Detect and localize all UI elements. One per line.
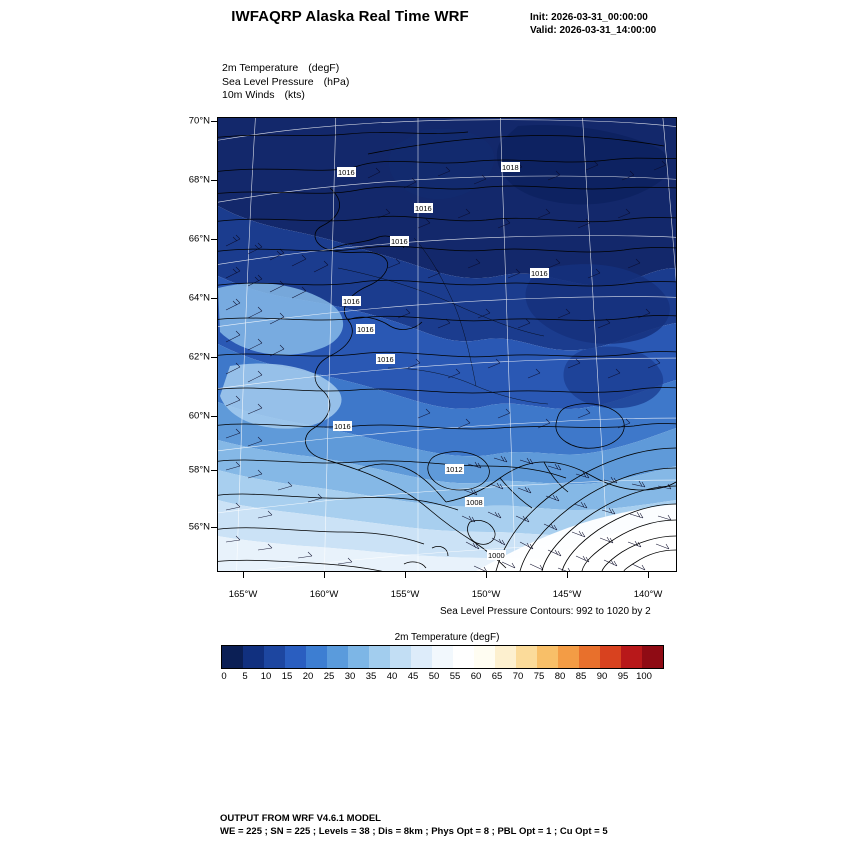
- colorbar-tick-35: 35: [365, 671, 377, 682]
- tick-lat-64: [211, 298, 217, 299]
- tick-lat-68: [211, 180, 217, 181]
- svg-text:1018: 1018: [502, 163, 519, 172]
- colorbar-swatch-15: [537, 646, 558, 668]
- colorbar-title: 2m Temperature (degF): [394, 632, 500, 643]
- field-winds-label: 10m Winds: [222, 89, 275, 101]
- colorbar-tick-100: 100: [636, 671, 652, 682]
- contour-label-1000: [487, 550, 506, 560]
- contour-note: Sea Level Pressure Contours: 992 to 1020 by 2: [440, 606, 651, 617]
- colorbar-tick-85: 85: [575, 671, 587, 682]
- lat-label-70N: 70°N: [188, 115, 210, 127]
- field-pressure: [222, 76, 349, 90]
- tick-lat-66: [211, 239, 217, 240]
- lat-label-58N: 58°N: [188, 464, 210, 476]
- colorbar-swatch-2: [264, 646, 285, 668]
- contour-label-1016-a: [337, 167, 356, 177]
- contour-label-1016-d: [530, 268, 549, 278]
- field-temperature: [222, 62, 349, 76]
- field-pressure-units: (hPa): [323, 75, 350, 88]
- temperature-fill-layer: [218, 118, 676, 571]
- colorbar-swatch-9: [411, 646, 432, 668]
- map-plot-area: [217, 117, 677, 572]
- lon-label-145W: 145°W: [552, 589, 582, 600]
- colorbar-tick-55: 55: [449, 671, 461, 682]
- footer-line-1: OUTPUT FROM WRF V4.6.1 MODEL: [220, 813, 381, 824]
- lon-label-150W: 150°W: [471, 589, 501, 600]
- colorbar-tick-labels: [221, 671, 683, 685]
- contour-label-1012: [445, 464, 464, 474]
- field-temperature-label: 2m Temperature: [222, 62, 299, 74]
- svg-text:1000: 1000: [488, 551, 505, 560]
- lat-label-68N: 68°N: [188, 174, 210, 186]
- contour-label-1018-a: [501, 162, 520, 172]
- page-title: IWFAQRP Alaska Real Time WRF: [231, 8, 469, 25]
- init-time: Init: 2026-03-31_00:00:00: [530, 12, 648, 23]
- colorbar-swatch-17: [579, 646, 600, 668]
- lat-label-64N: 64°N: [188, 292, 210, 304]
- svg-text:1008: 1008: [466, 498, 483, 507]
- tick-lat-56: [211, 527, 217, 528]
- field-winds-units: (kts): [284, 89, 305, 101]
- colorbar-swatch-20: [642, 646, 663, 668]
- colorbar-tick-30: 30: [344, 671, 356, 682]
- lon-label-140W: 140°W: [633, 589, 663, 600]
- init-valid-block: [530, 11, 656, 37]
- field-list: [222, 62, 349, 103]
- tick-lon-160: [324, 572, 325, 578]
- tick-lon-140: [648, 572, 649, 578]
- svg-text:1016: 1016: [391, 237, 408, 246]
- tick-lat-60: [211, 416, 217, 417]
- tick-lon-165: [243, 572, 244, 578]
- tick-lat-62: [211, 357, 217, 358]
- svg-text:1016: 1016: [334, 422, 351, 431]
- tick-lon-150: [486, 572, 487, 578]
- colorbar-swatch-8: [390, 646, 411, 668]
- contour-label-1016-e: [342, 296, 361, 306]
- colorbar-swatch-0: [222, 646, 243, 668]
- colorbar-tick-40: 40: [386, 671, 398, 682]
- lat-label-60N: 60°N: [188, 410, 210, 422]
- lat-label-56N: 56°N: [188, 521, 210, 533]
- lon-label-165W: 165°W: [228, 589, 258, 600]
- colorbar-tick-90: 90: [596, 671, 608, 682]
- colorbar-swatch-3: [285, 646, 306, 668]
- colorbar-tick-15: 15: [281, 671, 293, 682]
- colorbar-swatch-11: [453, 646, 474, 668]
- field-temperature-units: (degF): [308, 62, 340, 74]
- colorbar-tick-20: 20: [302, 671, 314, 682]
- colorbar-swatch-19: [621, 646, 642, 668]
- colorbar-tick-25: 25: [323, 671, 335, 682]
- colorbar-tick-65: 65: [491, 671, 503, 682]
- colorbar-tick-50: 50: [428, 671, 440, 682]
- colorbar-swatch-12: [474, 646, 495, 668]
- colorbar-tick-80: 80: [554, 671, 566, 682]
- map-svg: [218, 118, 676, 571]
- colorbar-tick-75: 75: [533, 671, 545, 682]
- svg-text:1016: 1016: [415, 204, 432, 213]
- svg-text:1016: 1016: [357, 325, 374, 334]
- field-pressure-label: Sea Level Pressure: [222, 75, 314, 88]
- contour-label-1016-b: [414, 203, 433, 213]
- valid-time: Valid: 2026-03-31_14:00:00: [530, 25, 657, 36]
- svg-text:1012: 1012: [446, 465, 463, 474]
- tick-lon-145: [567, 572, 568, 578]
- lat-label-66N: 66°N: [188, 233, 210, 245]
- colorbar-tick-0: 0: [221, 671, 227, 682]
- colorbar-tick-70: 70: [512, 671, 524, 682]
- tick-lat-70: [211, 121, 217, 122]
- contour-label-1008: [465, 497, 484, 507]
- colorbar-swatch-6: [348, 646, 369, 668]
- colorbar-swatch-16: [558, 646, 579, 668]
- colorbar-swatch-10: [432, 646, 453, 668]
- colorbar-swatch-14: [516, 646, 537, 668]
- lat-label-62N: 62°N: [188, 351, 210, 363]
- colorbar-tick-95: 95: [617, 671, 629, 682]
- tick-lat-58: [211, 470, 217, 471]
- colorbar-swatch-4: [306, 646, 327, 668]
- lon-label-160W: 160°W: [309, 589, 339, 600]
- field-winds: [222, 89, 349, 103]
- contour-label-1016-g: [376, 354, 395, 364]
- colorbar-tick-10: 10: [260, 671, 272, 682]
- contour-label-1016-c: [390, 236, 409, 246]
- colorbar-swatch-1: [243, 646, 264, 668]
- contour-label-1016-f: [356, 324, 375, 334]
- svg-text:1016: 1016: [377, 355, 394, 364]
- lon-label-155W: 155°W: [390, 589, 420, 600]
- colorbar-tick-5: 5: [242, 671, 248, 682]
- footer-line-2: WE = 225 ; SN = 225 ; Levels = 38 ; Dis = 8km ; Phys Opt = 8 ; PBL Opt = 1 ; Cu Opt = 5: [220, 826, 608, 837]
- contour-label-1016-h: [333, 421, 352, 431]
- model-output-footer: [220, 812, 608, 838]
- colorbar-swatch-5: [327, 646, 348, 668]
- colorbar-tick-45: 45: [407, 671, 419, 682]
- svg-text:1016: 1016: [343, 297, 360, 306]
- colorbar-tick-60: 60: [470, 671, 482, 682]
- colorbar-swatch-13: [495, 646, 516, 668]
- svg-text:1016: 1016: [531, 269, 548, 278]
- colorbar: [221, 645, 664, 669]
- svg-text:1016: 1016: [338, 168, 355, 177]
- colorbar-swatch-18: [600, 646, 621, 668]
- tick-lon-155: [405, 572, 406, 578]
- colorbar-swatch-7: [369, 646, 390, 668]
